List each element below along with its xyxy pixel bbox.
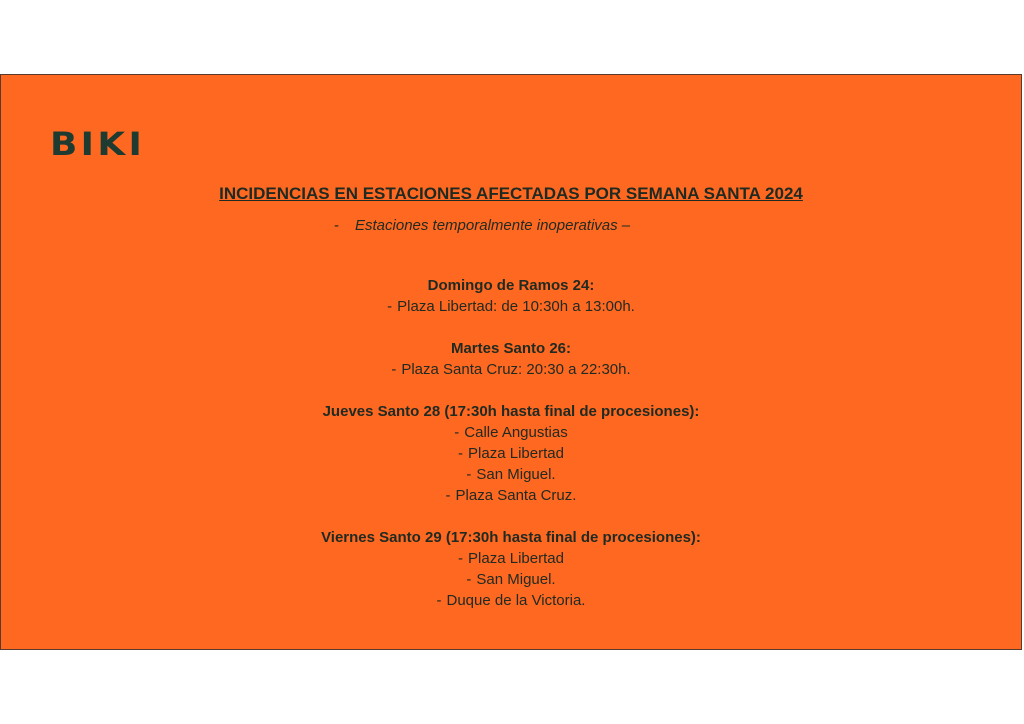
station-schedule [1,275,1021,632]
section-domingo [1,275,1021,317]
item-text: Calle Angustias [464,424,568,441]
list-item [1,485,1021,506]
list-item [1,443,1021,464]
item-text: Plaza Libertad [468,550,564,567]
item-text: Plaza Libertad: de 10:30h a 13:00h. [397,298,635,315]
item-bullet: - [445,487,451,504]
section-heading: Viernes Santo 29 (17:30h hasta final de procesiones): [321,529,701,546]
slide [0,74,1022,650]
section-viernes [1,527,1021,611]
biki-logo: BIKI [50,125,146,163]
item-bullet: - [436,592,442,609]
section-heading: Jueves Santo 28 (17:30h hasta final de procesiones): [322,403,700,420]
list-item [1,464,1021,485]
subtitle [334,217,630,234]
section-martes [1,338,1021,380]
item-bullet: - [466,466,472,483]
list-item [1,590,1021,611]
item-text: Plaza Libertad [468,445,564,462]
section-jueves [1,401,1021,506]
item-bullet: - [458,550,464,567]
item-text: Plaza Santa Cruz: 20:30 a 22:30h. [401,361,631,378]
item-text: San Miguel. [476,466,556,483]
item-bullet: - [387,298,393,315]
item-text: San Miguel. [476,571,556,588]
item-bullet: - [458,445,464,462]
list-item [1,422,1021,443]
list-item [1,569,1021,590]
subtitle-text: Estaciones temporalmente inoperativas – [355,217,631,234]
section-heading: Domingo de Ramos 24: [427,277,595,294]
item-text: Plaza Santa Cruz. [455,487,577,504]
subtitle-bullet: - [334,217,339,234]
list-item [1,548,1021,569]
item-text: Duque de la Victoria. [446,592,586,609]
item-bullet: - [391,361,397,378]
page-title: INCIDENCIAS EN ESTACIONES AFECTADAS POR SEMANA SANTA 2024 [219,184,803,203]
list-item [1,296,1021,317]
list-item [1,359,1021,380]
item-bullet: - [454,424,460,441]
section-heading: Martes Santo 26: [450,340,572,357]
item-bullet: - [466,571,472,588]
